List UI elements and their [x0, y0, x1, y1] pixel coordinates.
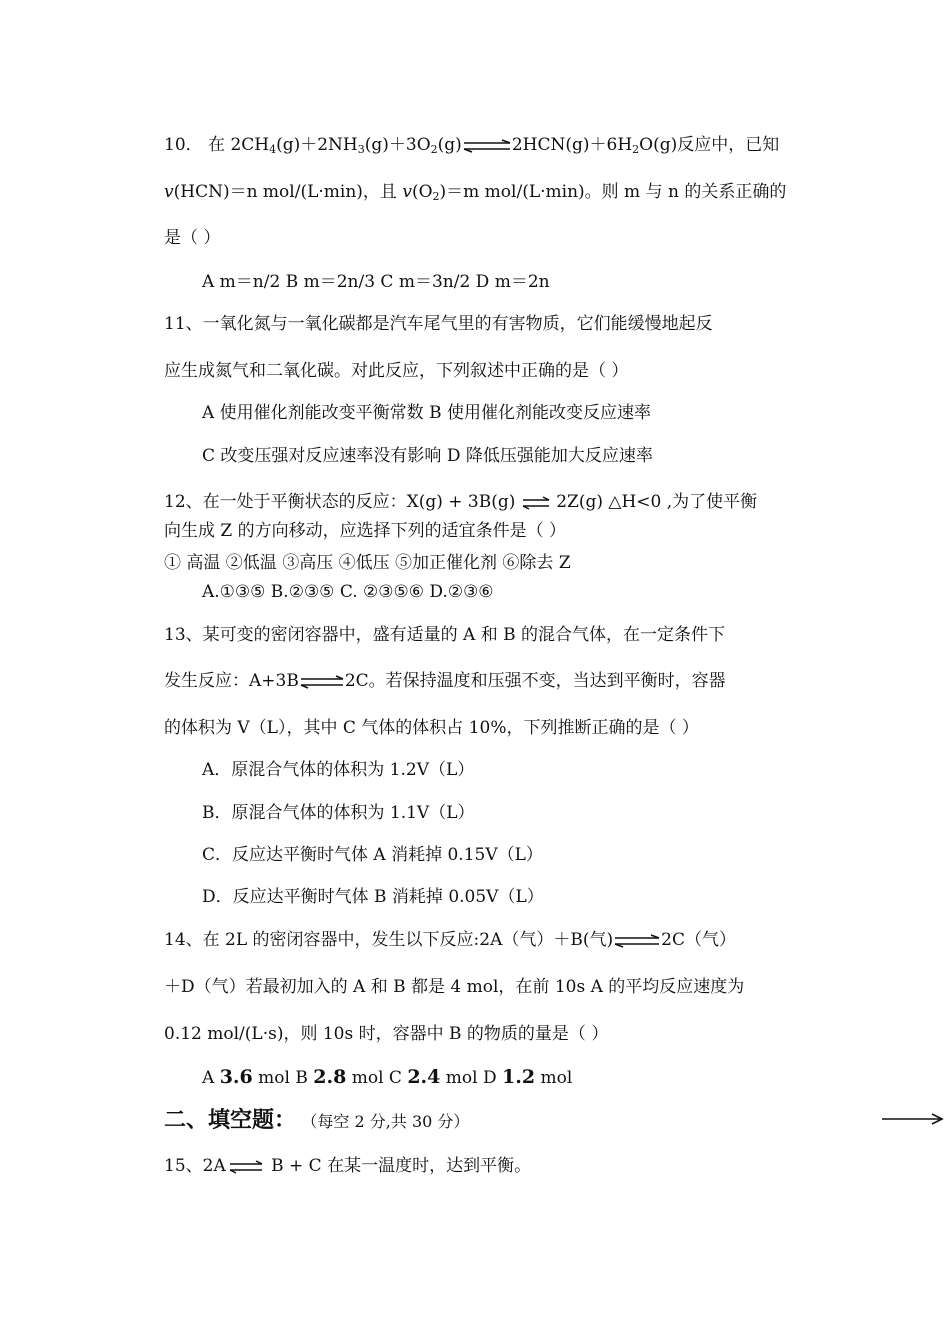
- equilibrium-arrow-icon: [613, 934, 661, 948]
- q14-line-3: 0.12 mol/(L·s)，则 10s 时，容器中 B 的物质的量是（ ）: [164, 1024, 609, 1044]
- q12-options: A.①③⑤ B.②③⑤ C. ②③⑤⑥ D.②③⑥: [202, 582, 494, 602]
- q11-option-cd: C 改变压强对反应速率没有影响 D 降低压强能加大反应速率: [202, 446, 653, 466]
- q12-line-1: 12、在一处于平衡状态的反应：X(g) + 3B(g) 2Z(g) △H<0 ,为了使平衡: [164, 492, 758, 512]
- equilibrium-arrow-icon: [462, 139, 512, 153]
- q10-line-2: v(HCN)＝n mol/(L·min)，且 $v(O_2)=m$ mol/(L·min)。则 m 与 n 的关系正确的: [164, 182, 787, 203]
- q10-line-3: 是（ ）: [164, 228, 221, 248]
- q13-option-d: D．反应达平衡时气体 B 消耗掉 0.05V（L）: [202, 887, 544, 907]
- section-2-heading: [164, 1110, 469, 1132]
- q13-option-c: C．反应达平衡时气体 A 消耗掉 0.15V（L）: [202, 845, 543, 865]
- q13-line-1: 13、某可变的密闭容器中，盛有适量的 A 和 B 的混合气体，在一定条件下: [164, 625, 726, 645]
- q15-line-1: 15、2A B + C 在某一温度时，达到平衡。: [164, 1156, 532, 1176]
- q10-options: A m＝n/2 B m＝2n/3 C m＝3n/2 D m＝2n: [202, 272, 550, 292]
- q12-conditions: ① 高温 ②低温 ③高压 ④低压 ⑤加正催化剂 ⑥除去 Z: [164, 553, 571, 573]
- q14-line-2: ＋D（气）若最初加入的 A 和 B 都是 4 mol，在前 10s A 的平均反应速度为: [164, 977, 745, 997]
- equilibrium-arrow-icon: [226, 1160, 266, 1174]
- q13-option-a: A．原混合气体的体积为 1.2V（L）: [202, 760, 475, 780]
- q11-option-ab: A 使用催化剂能改变平衡常数 B 使用催化剂能改变反应速率: [202, 403, 651, 423]
- equilibrium-arrow-icon: [521, 496, 551, 510]
- right-arrow-icon: [880, 1112, 946, 1126]
- q14-line-1: 14、在 2L 的密闭容器中，发生以下反应:2A（气）＋B(气) 2C（气）: [164, 930, 736, 950]
- q12-line-2: 向生成 Z 的方向移动，应选择下列的适宜条件是（ ）: [164, 521, 567, 541]
- q10-line-1: 10． 在 $2CH_4(g)+2NH_3(g)+3O_2(g)$ $2HCN(g)+6H_2O(g)$反应中，已知: [164, 135, 780, 156]
- q13-line-3: 的体积为 V（L），其中 C 气体的体积占 10%，下列推断正确的是（ ）: [164, 718, 699, 738]
- q13-line-2: 发生反应：A+3B 2C。若保持温度和压强不变，当达到平衡时，容器: [164, 671, 726, 691]
- q11-line-2: 应生成氮气和二氧化碳。对此反应，下列叙述中正确的是（ ）: [164, 361, 629, 381]
- section-note: （每空 2 分,共 30 分）: [301, 1112, 470, 1131]
- q14-options: A 3.6 mol B 2.8 mol C 2.4 mol D 1.2 mol: [202, 1066, 573, 1088]
- q11-line-1: 11、一氧化氮与一氧化碳都是汽车尾气里的有害物质，它们能缓慢地起反: [164, 314, 713, 334]
- q13-option-b: B．原混合气体的体积为 1.1V（L）: [202, 803, 475, 823]
- equilibrium-arrow-icon: [299, 675, 345, 689]
- section-title: 二、填空题：: [164, 1108, 297, 1133]
